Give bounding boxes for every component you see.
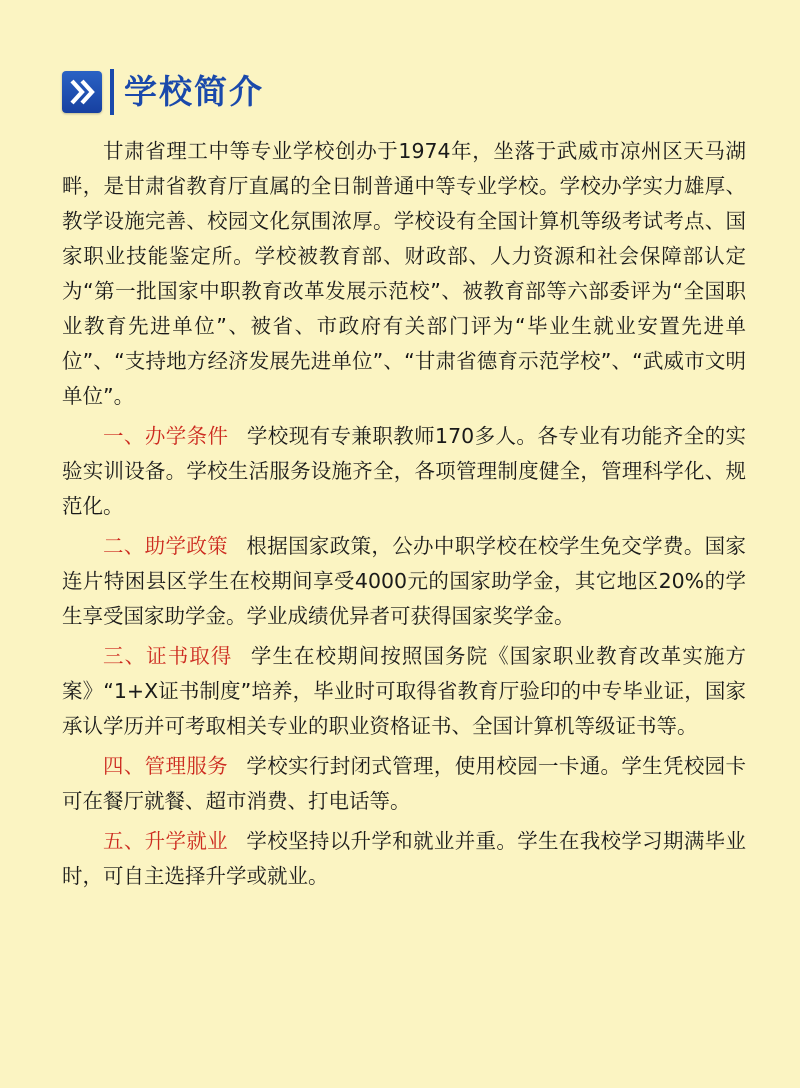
section-label: 三、证书取得	[103, 644, 233, 668]
double-chevron-right-icon	[62, 71, 102, 113]
article-body	[62, 134, 746, 894]
section-text: 根据国家政策，公办中职学校在校学生免交学费。国家连片特困县区学生在校期间享受4000元的国家助学金，其它地区20%的学生享受国家助学金。学业成绩优异者可获得国家奖学金。	[62, 534, 747, 628]
section-label: 二、助学政策	[103, 534, 228, 558]
section-label: 一、办学条件	[103, 424, 229, 448]
section-conditions	[62, 419, 746, 524]
header-divider	[110, 69, 114, 115]
section-further-study	[62, 824, 746, 894]
section-text: 学校实行封闭式管理，使用校园一卡通。学生凭校园卡可在餐厅就餐、超市消费、打电话等。	[62, 754, 747, 813]
section-text: 学校现有专兼职教师170多人。各专业有功能齐全的实验实训设备。学校生活服务设施齐全，各项管理制度健全，管理科学化、规范化。	[62, 424, 746, 518]
intro-paragraph: 甘肃省理工中等专业学校创办于1974年，坐落于武威市凉州区天马湖畔，是甘肃省教育厅直属的全日制普通中等专业学校。学校办学实力雄厚、教学设施完善、校园文化氛围浓厚。学校设有全国计算机等级考试考点、国家职业技能鉴定所。学校被教育部、财政部、人力资源和社会保障部认定为“第一批国家中职教育改革发展示范校”、被教育部等六部委评为“全国职业教育先进单位”、被省、市政府有关部门评为“毕业生就业安置先进单位”、“支持地方经济发展先进单位”、“甘肃省德育示范学校”、“武威市文明单位”。	[62, 139, 746, 408]
section-text: 学生在校期间按照国务院《国家职业教育改革实施方案》“1+X证书制度”培养，毕业时可取得省教育厅验印的中专毕业证，国家承认学历并可考取相关专业的职业资格证书、全国计算机等级证书等。	[62, 644, 747, 738]
page-title: 学校简介	[124, 72, 264, 111]
section-label: 四、管理服务	[103, 754, 228, 778]
section-header	[62, 68, 264, 116]
section-label: 五、升学就业	[103, 829, 228, 853]
section-management	[62, 749, 746, 819]
section-text: 学校坚持以升学和就业并重。学生在我校学习期满毕业时，可自主选择升学或就业。	[62, 829, 747, 888]
section-financial-aid	[62, 529, 746, 634]
section-certificates	[62, 639, 746, 744]
